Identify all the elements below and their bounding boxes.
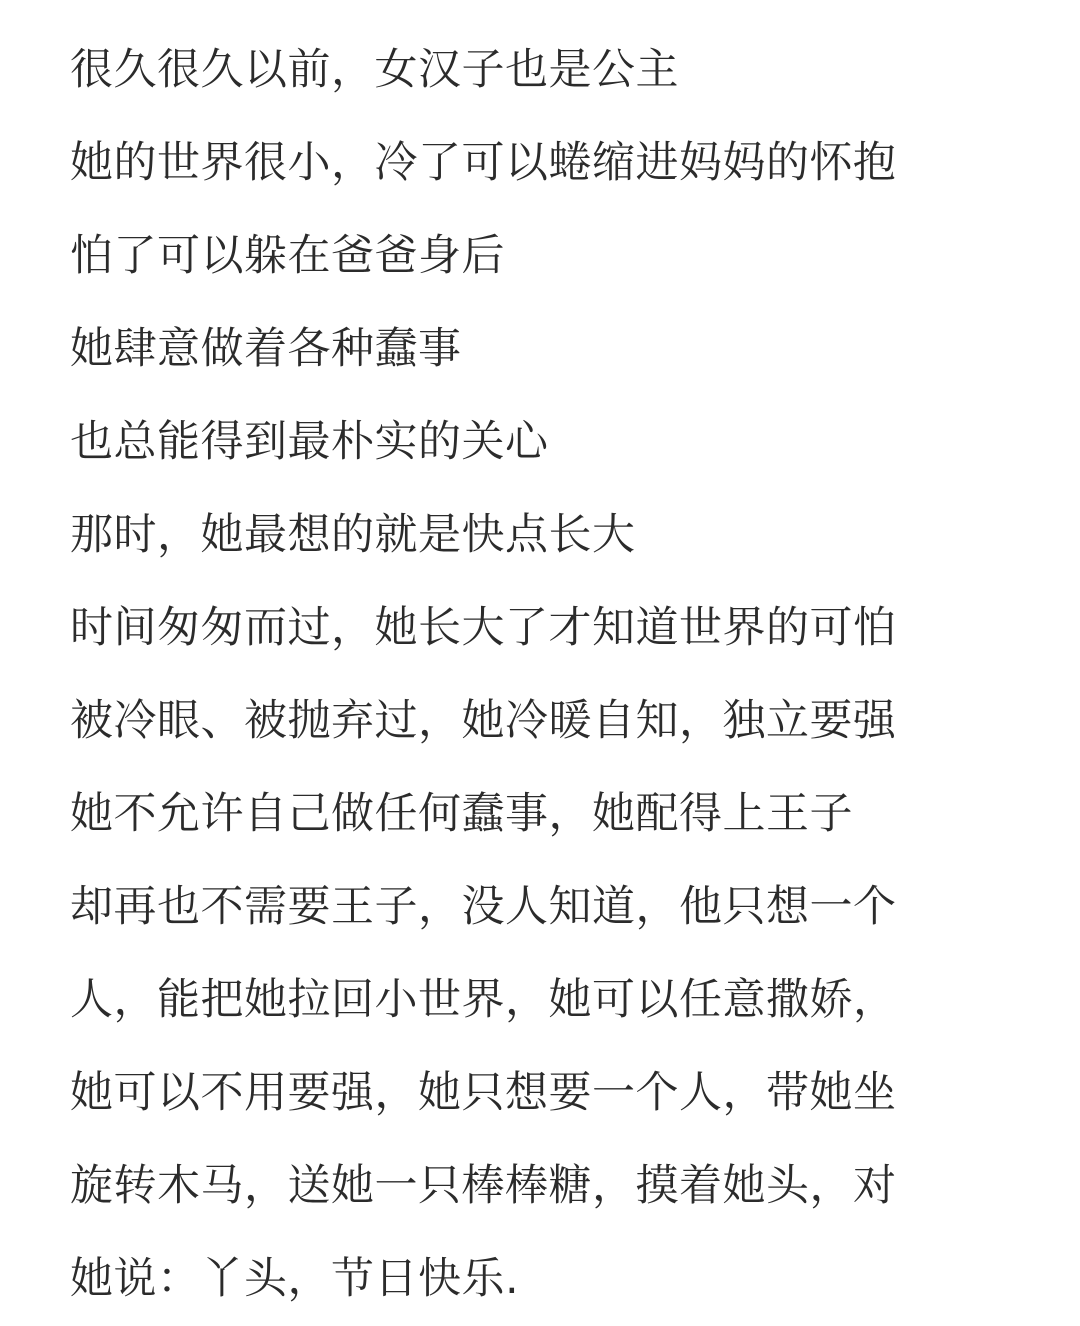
- text-line: 她肆意做着各种蠢事: [70, 324, 462, 374]
- text-line: 很久很久以前，女汉子也是公主: [70, 45, 679, 95]
- text-line: 人，能把她拉回小世界，她可以任意撒娇，: [70, 975, 897, 1025]
- text-line: 怕了可以躲在爸爸身后: [70, 231, 505, 281]
- text-line: 却再也不需要王子，没人知道，他只想一个: [70, 882, 897, 932]
- text-line: 她可以不用要强，她只想要一个人，带她坐: [70, 1068, 897, 1118]
- poem-text-block: [70, 24, 1034, 1326]
- text-line: 被冷眼、被抛弃过，她冷暖自知，独立要强: [70, 696, 897, 746]
- text-line: 也总能得到最朴实的关心: [70, 417, 549, 467]
- text-line: 那时，她最想的就是快点长大: [70, 510, 636, 560]
- text-line: 她的世界很小，冷了可以蜷缩进妈妈的怀抱: [70, 138, 897, 188]
- text-line: 旋转木马，送她一只棒棒糖，摸着她头，对: [70, 1161, 897, 1211]
- text-line: 时间匆匆而过，她长大了才知道世界的可怕: [70, 603, 897, 653]
- text-line: 她不允许自己做任何蠢事，她配得上王子: [70, 789, 853, 839]
- text-line: 她说：丫头，节日快乐.: [70, 1254, 520, 1304]
